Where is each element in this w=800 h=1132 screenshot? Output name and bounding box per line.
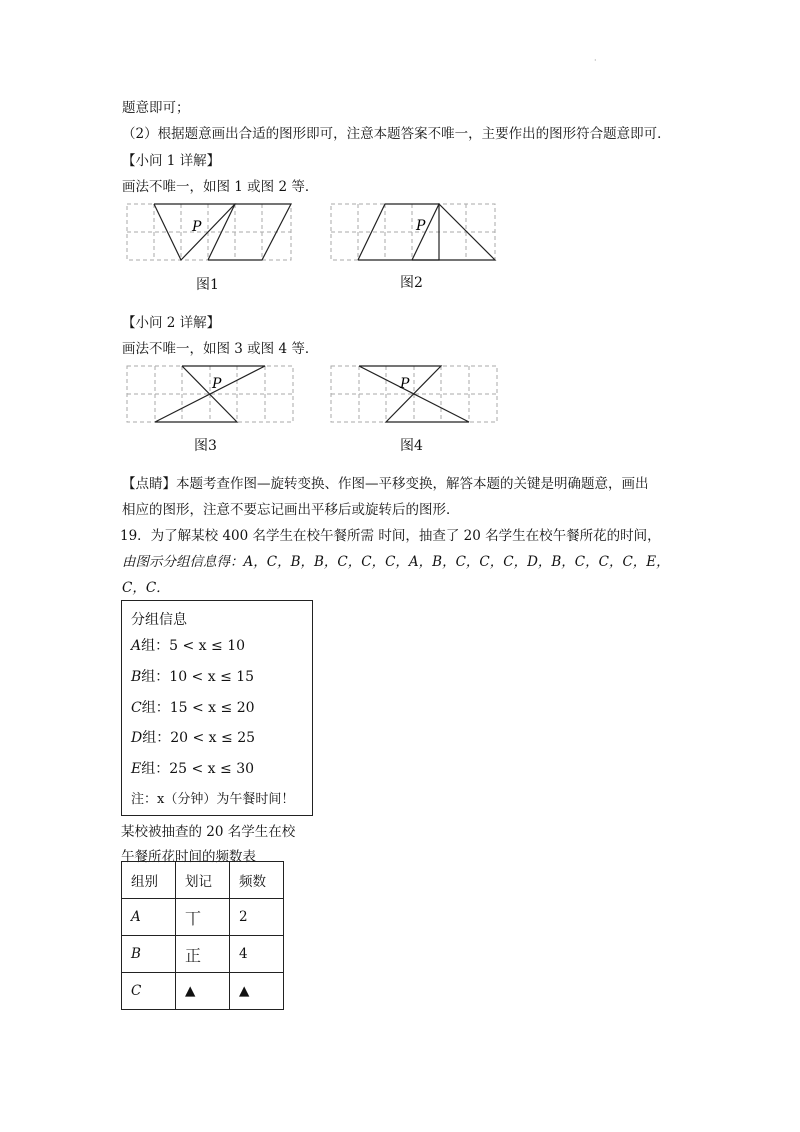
group-range: 15 < x ≤ 20 — [169, 700, 255, 716]
table-cell-count: 4 — [230, 936, 284, 973]
table-header-row — [122, 862, 284, 899]
question-line: 19．为了解某校 400 名学生在校午餐所需 时间，抽查了 20 名学生在校午餐所花的时间， — [120, 528, 661, 544]
section-heading: 【小问 2 详解】 — [122, 315, 221, 331]
text-line: （2）根据题意画出合适的图形即可，注意本题答案不唯一，主要作出的图形符合题意即可． — [122, 126, 671, 142]
group-suffix: 组： — [141, 669, 170, 685]
table-row — [122, 936, 284, 973]
table-cell-group: B — [122, 936, 176, 973]
group-range: 5 < x ≤ 10 — [169, 638, 246, 654]
group-suffix: 组： — [141, 700, 170, 716]
section-heading: 【小问 1 详解】 — [122, 153, 221, 169]
frequency-table — [121, 861, 284, 1010]
group-letter: D — [131, 730, 143, 746]
text-line: 画法不唯一，如图 1 或图 2 等． — [122, 179, 319, 195]
group-letter: E — [131, 761, 142, 777]
header-mark: · — [594, 56, 597, 65]
table-header-cell: 频数 — [230, 862, 284, 899]
question-line: 由图示分组信息得：A，C，B，B，C，C，C，A，B，C，C，C，D，B，C，C，C，E， — [122, 554, 670, 570]
figure-1 — [126, 203, 292, 263]
group-info-box — [121, 600, 313, 816]
figure-caption: 图4 — [400, 438, 423, 454]
group-suffix: 组： — [141, 638, 170, 654]
table-header-cell: 划记 — [176, 862, 230, 899]
group-letter: B — [131, 669, 142, 685]
question-line: C，C． — [122, 580, 170, 596]
group-letter: A — [131, 638, 142, 654]
table-cell-tally: 正 — [176, 936, 230, 973]
group-row — [131, 666, 254, 686]
table-cell-count: ▲ — [230, 973, 284, 1010]
point-label: P — [400, 376, 410, 392]
table-cell-tally: ▲ — [176, 973, 230, 1010]
group-suffix: 组： — [142, 730, 171, 746]
group-letter: C — [131, 700, 142, 716]
table-caption: 某校被抽查的 20 名学生在校 — [121, 824, 296, 840]
table-row — [122, 899, 284, 936]
group-suffix: 组： — [141, 761, 170, 777]
point-label: P — [192, 219, 202, 235]
group-row — [131, 635, 245, 655]
text-line: 【点睛】本题考查作图—旋转变换、作图—平移变换，解答本题的关键是明确题意，画出 — [122, 476, 649, 492]
group-range: 25 < x ≤ 30 — [169, 761, 255, 777]
table-cell-tally: 丅 — [176, 899, 230, 936]
text-line: 相应的图形，注意不要忘记画出平移后或旋转后的图形． — [122, 502, 460, 518]
group-range: 20 < x ≤ 25 — [170, 730, 256, 746]
group-info-title: 分组信息 — [131, 612, 187, 628]
group-row — [131, 758, 254, 778]
point-label: P — [212, 376, 222, 392]
figure-caption: 图2 — [400, 275, 423, 291]
figure-4 — [330, 365, 500, 425]
text-line: 画法不唯一，如图 3 或图 4 等． — [122, 341, 319, 357]
group-row — [131, 727, 255, 747]
table-row — [122, 973, 284, 1010]
figure-2 — [330, 203, 498, 263]
table-cell-group: C — [122, 973, 176, 1010]
table-cell-group: A — [122, 899, 176, 936]
figure-caption: 图3 — [194, 438, 217, 454]
group-row — [131, 697, 255, 717]
table-caption: 午餐所花时间的频数表 — [121, 849, 256, 865]
figure-3 — [126, 365, 296, 425]
group-range: 10 < x ≤ 15 — [169, 669, 255, 685]
table-header-cell: 组别 — [122, 862, 176, 899]
point-label: P — [416, 218, 426, 234]
table-cell-count: 2 — [230, 899, 284, 936]
text-line: 题意即可； — [122, 100, 190, 116]
group-info-note: 注：x（分钟）为午餐时间！ — [131, 792, 295, 807]
figure-caption: 图1 — [196, 277, 219, 293]
